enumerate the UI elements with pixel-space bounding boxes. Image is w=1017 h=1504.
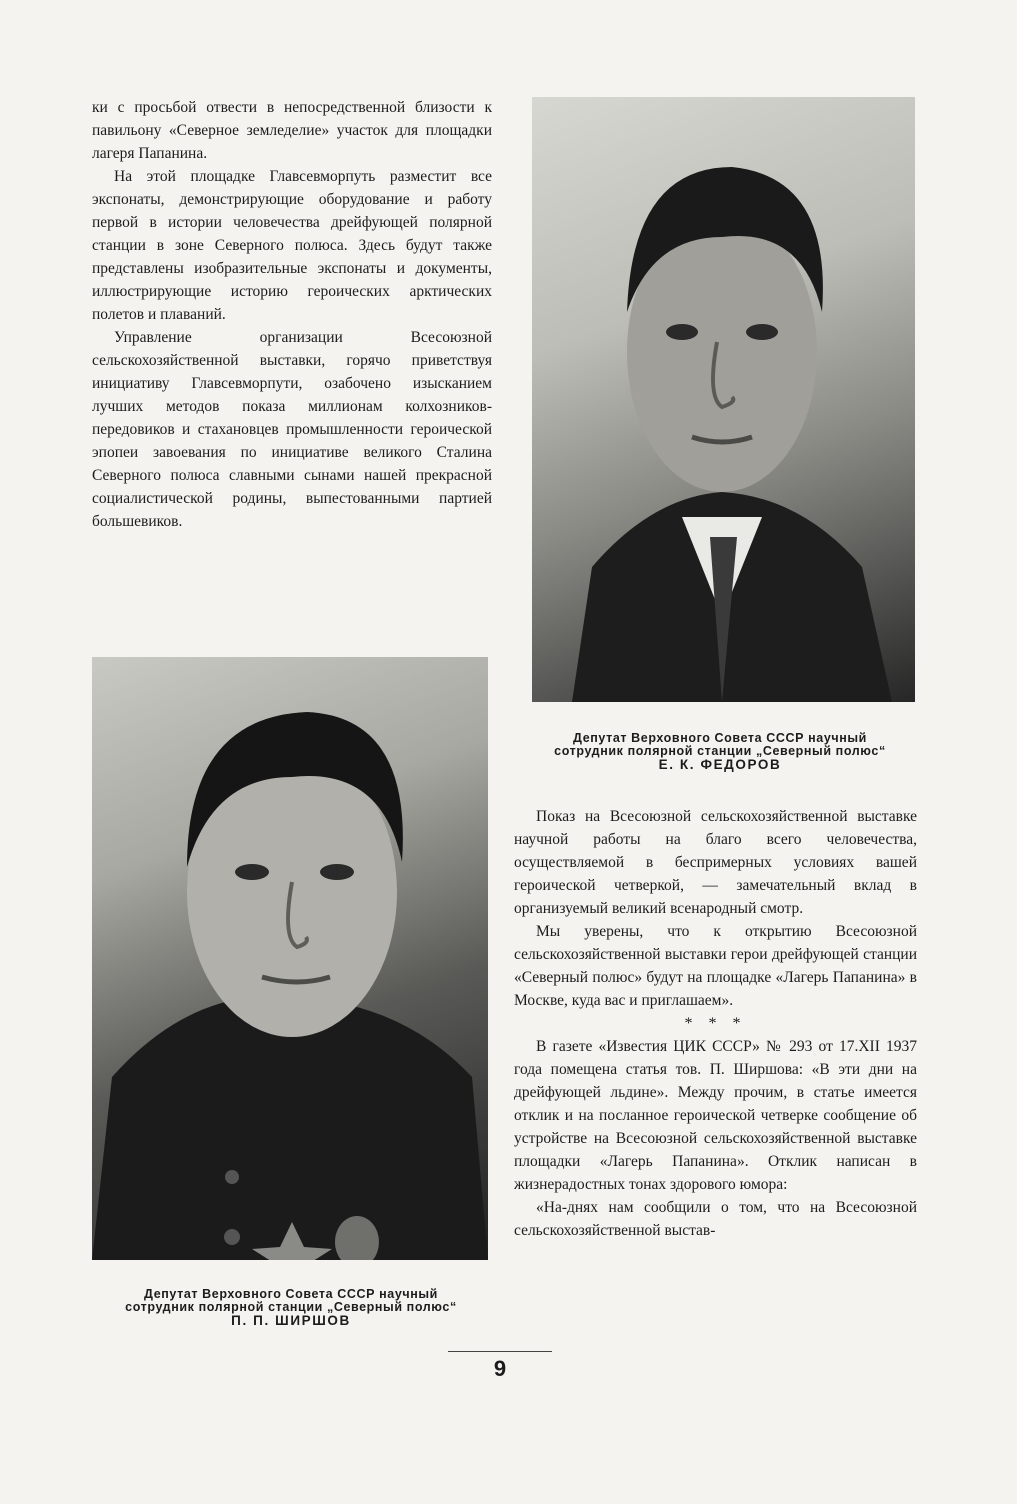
caption-line: сотрудник полярной станции „Северный полюс“ [125, 1300, 457, 1314]
photo-caption-fedorov [515, 732, 925, 771]
photo-caption-shirshov [86, 1288, 496, 1327]
paragraph: Управление организации Всесоюзной сельскохозяйственной выставки, горячо приветствуя инициативу Главсевморпути, озабочено изысканием лучших методов показа миллионам колхозников-передовиков и стахановцев промышленности героической эпопеи завоевания по инициативе великого Сталина Северного полюса славными сынами нашей прекрасной социалистической родины, выпестованными партией большевиков. [92, 329, 492, 530]
paragraph: В газете «Известия ЦИК СССР» № 293 от 17.XII 1937 года помещена статья тов. П. Ширшова: «В эти дни на дрейфующей льдине». Между прочим, в статье имеется отклик и на посланное героической четверке сообщение об устройстве на Всесоюзной сельскохозяйственной выставке площадки «Лагерь Папанина». Отклик написан в жизнерадостных тонах здорового юмора: [514, 1038, 917, 1193]
portrait-photo-fedorov [532, 97, 915, 702]
caption-name: П. П. ШИРШОВ [231, 1313, 351, 1328]
paragraph: «На-днях нам сообщили о том, что на Всесоюзной сельскохозяйственной выстав- [514, 1199, 917, 1239]
portrait-fedorov-drawing [532, 97, 915, 702]
caption-line: Депутат Верховного Совета СССР научный [144, 1287, 438, 1301]
paragraph: На этой площадке Главсевморпуть разместит все экспонаты, демонстрирующие оборудование и работу первой в истории человечества дрейфующей полярной станции в зоне Северного полюса. Здесь будут также представлены изобразительные экспонаты и документы, иллюстрирующие историю героических арктических полетов и плаваний. [92, 168, 492, 323]
caption-line: Депутат Верховного Совета СССР научный [573, 731, 867, 745]
portrait-shirshov-drawing [92, 657, 488, 1260]
right-text-column [514, 805, 917, 1242]
paragraph: ки с просьбой отвести в непосредственной близости к павильону «Северное земледелие» участок для площадки лагеря Папанина. [92, 99, 492, 162]
caption-line: сотрудник полярной станции „Северный полюс“ [554, 744, 886, 758]
caption-name: Е. К. ФЕДОРОВ [658, 757, 782, 772]
left-text-column [92, 96, 492, 533]
page-number-rule [448, 1351, 552, 1352]
paragraph: Мы уверены, что к открытию Всесоюзной сельскохозяйственной выставки герои дрейфующей станции «Северный полюс» будут на площадке «Лагерь Папанина» в Москве, куда вас и приглашаем». [514, 923, 917, 1009]
portrait-photo-shirshov [92, 657, 488, 1260]
section-asterism: * * * [684, 1015, 747, 1032]
paragraph: Показ на Всесоюзной сельскохозяйственной выставке научной работы на благо всего человечества, осуществляемой в беспримерных условиях вашей героической четверкой, — замечательный вклад в организуемый великий всенародный смотр. [514, 808, 917, 917]
page-number: 9 [493, 1356, 507, 1381]
